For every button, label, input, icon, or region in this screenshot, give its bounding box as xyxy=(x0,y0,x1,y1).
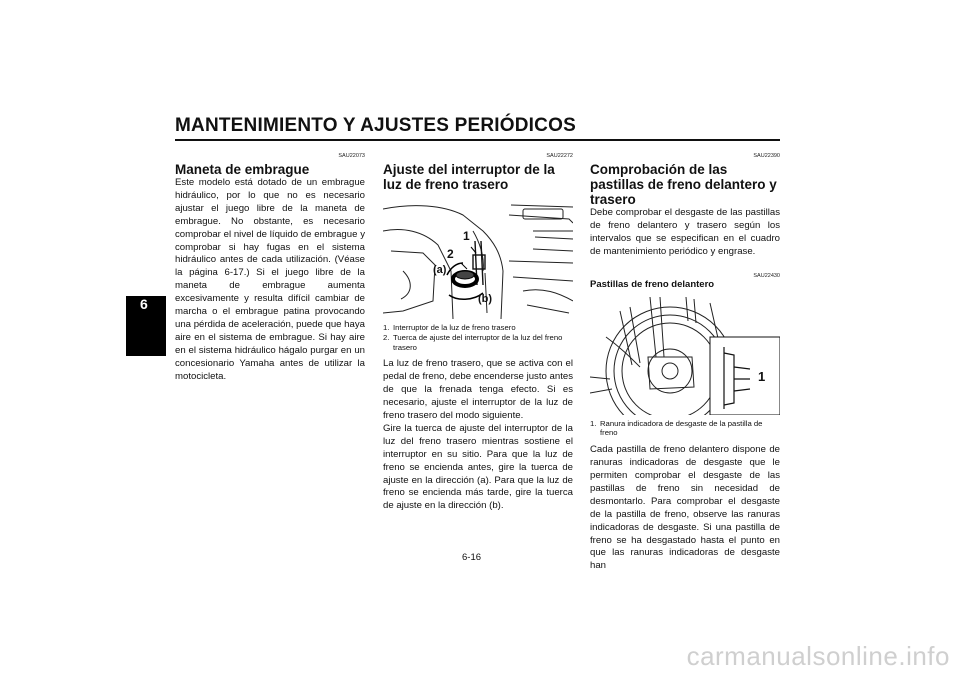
clutch-body-text: Este modelo está dotado de un embrague hidráulico, por lo que no es necesario ajustar el juego libre de la maneta de embrague. No obstante, es necesario comprobar el nivel de líquido de embrague y comprobar si hay fugas en el sistema hidráulico antes de cada utilización. (Véase la página 6-17.) Si el juego libre de la maneta de embrague aumenta excesivamente y resulta difícil cambiar de marcha o el embrague patina provocando una pérdida de aceleración, puede que haya aire en el sistema de embrague. Si hay aire en el sistema hidráulico hágalo purgar en un concesionario Yamaha antes de utilizar la motocicleta. xyxy=(175,177,365,382)
section-code: SAU22272 xyxy=(546,153,573,159)
section-code: SAU22390 xyxy=(753,153,780,159)
caption-item: 2. Tuerca de ajuste del interruptor de la luz del freno trasero xyxy=(383,332,563,352)
figure-callout-a: (a) xyxy=(433,264,447,276)
brake-switch-illustration xyxy=(383,201,573,319)
figure-callout-b: (b) xyxy=(478,293,493,305)
watermark: carmanualsonline.info xyxy=(686,641,950,671)
brake-light-instructions: Gire la tuerca de ajuste del interruptor de la luz del freno trasero mientras sostiene el interruptor en su sitio. Para que la luz de freno se encienda antes, gire la tuerca de ajuste en la dirección (a). Para que la luz de freno se encienda más tarde, gire la tuerca de ajuste en la dirección (b). xyxy=(383,422,573,512)
section-code: SAU22073 xyxy=(338,153,365,159)
figure-captions xyxy=(590,419,780,439)
figure-callout-1: 1 xyxy=(463,229,470,243)
section-heading-clutch: Maneta de embrague xyxy=(175,162,310,177)
column-brake-pads xyxy=(590,153,780,573)
figure-captions xyxy=(383,323,573,352)
front-brake-drawing xyxy=(590,297,780,415)
caption-item: 1. Interruptor de la luz de freno trasero xyxy=(383,323,516,332)
column-brake-light xyxy=(383,153,573,513)
page-number: 6-16 xyxy=(462,552,482,563)
column-clutch xyxy=(175,153,365,384)
brake-pads-intro-text: Debe comprobar el desgaste de las pastillas de freno delantero y trasero según los intervalos que se especifican en el cuadro de mantenimiento periódico y engrase. xyxy=(590,207,780,257)
title-rule xyxy=(175,139,780,141)
chapter-number: 6 xyxy=(140,296,148,312)
caption-item: 1. Ranura indicadora de desgaste de la pastilla de freno xyxy=(590,418,763,438)
page-title: MANTENIMIENTO Y AJUSTES PERIÓDICOS xyxy=(175,115,576,136)
front-brake-illustration xyxy=(590,297,780,415)
figure-callout-2: 2 xyxy=(447,247,454,261)
figure-callout-1: 1 xyxy=(758,368,766,384)
section-heading-brake-light: Ajuste del interruptor de la luz de freno trasero xyxy=(383,162,555,192)
section-code: SAU22430 xyxy=(753,272,780,279)
brake-light-body-text: La luz de freno trasero, que se activa con el pedal de freno, debe encenderse justo antes de que la frenada tenga efecto. Si es necesario, ajuste el interruptor de la luz de freno trasero del modo siguiente. xyxy=(383,358,573,422)
subheading-front-pads: Pastillas de freno delantero xyxy=(590,278,715,290)
brake-pads-body-text: Cada pastilla de freno delantero dispone de ranuras indicadoras de desgaste que le permiten comprobar el desgaste de las pastillas de freno sin necesidad de desmontarlo. Para comprobar el desgaste de la pastilla de freno, observe las ranuras indicadoras de desgaste. Si una pastilla de freno se ha desgastado hasta el punto en que las ranuras indicadoras de desgaste han xyxy=(590,444,780,572)
section-heading-brake-pads: Comprobación de las pastillas de freno delantero y trasero xyxy=(590,162,777,207)
